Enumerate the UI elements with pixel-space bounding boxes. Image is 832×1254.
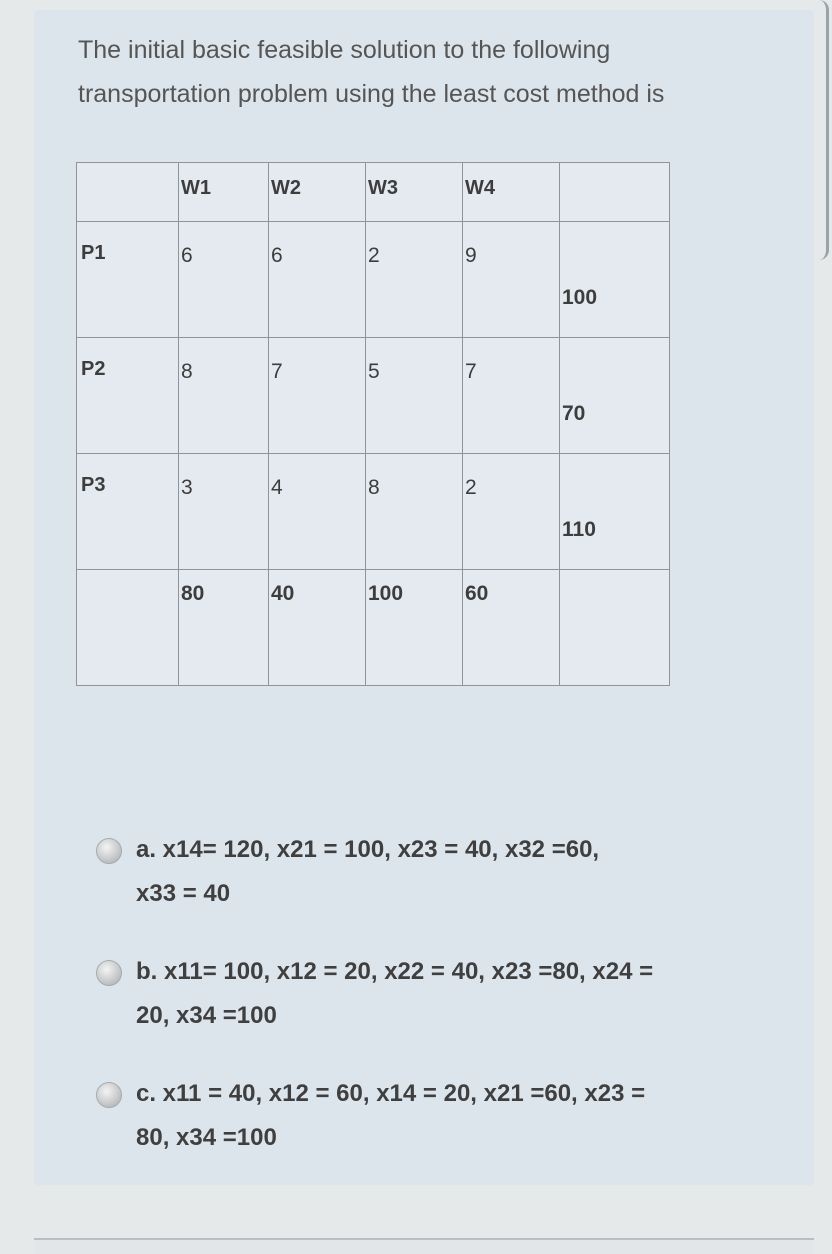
corner-cell bbox=[77, 163, 179, 222]
next-card-edge bbox=[34, 1238, 814, 1254]
table-row bbox=[77, 222, 670, 338]
cost-cell: 8 bbox=[368, 476, 380, 499]
answer-options bbox=[96, 828, 776, 1194]
cost-cell: 3 bbox=[181, 476, 193, 499]
demand-cell: 100 bbox=[368, 582, 404, 605]
cost-cell: 5 bbox=[368, 360, 380, 383]
transportation-table bbox=[76, 162, 670, 686]
column-label-w2: W2 bbox=[271, 177, 301, 199]
option-a[interactable] bbox=[96, 828, 776, 916]
supply-header-cell bbox=[560, 163, 670, 222]
header-row bbox=[77, 163, 670, 222]
scroll-edge bbox=[816, 0, 829, 260]
option-c-line1: c. x11 = 40, x12 = 60, x14 = 20, x21 =60, x23 = bbox=[136, 1080, 646, 1107]
table-row bbox=[77, 338, 670, 454]
row-label-p2: P2 bbox=[81, 358, 106, 380]
option-b[interactable] bbox=[96, 950, 776, 1038]
column-label-w1: W1 bbox=[181, 177, 211, 199]
demand-cell: 40 bbox=[271, 582, 295, 605]
supply-cell: 70 bbox=[562, 402, 586, 425]
demand-row bbox=[77, 570, 670, 686]
cost-cell: 2 bbox=[465, 476, 477, 499]
option-b-line1: b. x11= 100, x12 = 20, x22 = 40, x23 =80, x24 = bbox=[136, 958, 654, 985]
question-text: The initial basic feasible solution to the following transportation problem using the least cost method is bbox=[78, 36, 665, 108]
row-label-p3: P3 bbox=[81, 474, 106, 496]
cost-cell: 6 bbox=[181, 244, 193, 267]
supply-cell: 110 bbox=[562, 518, 596, 541]
option-c-line2: 80, x34 =100 bbox=[136, 1124, 277, 1151]
demand-cell: 60 bbox=[465, 582, 489, 605]
cost-cell: 2 bbox=[368, 244, 380, 267]
column-label-w3: W3 bbox=[368, 177, 398, 199]
radio-button-icon[interactable] bbox=[96, 1082, 122, 1108]
cost-cell: 7 bbox=[271, 360, 283, 383]
option-b-line2: 20, x34 =100 bbox=[136, 1002, 277, 1029]
cost-cell: 9 bbox=[465, 244, 477, 267]
supply-cell: 100 bbox=[562, 286, 598, 309]
option-a-line2: x33 = 40 bbox=[136, 880, 231, 907]
option-c[interactable] bbox=[96, 1072, 776, 1160]
radio-button-icon[interactable] bbox=[96, 960, 122, 986]
cost-cell: 7 bbox=[465, 360, 477, 383]
option-a-line1: a. x14= 120, x21 = 100, x23 = 40, x32 =60, bbox=[136, 836, 600, 863]
demand-cell: 80 bbox=[181, 582, 205, 605]
table-row bbox=[77, 454, 670, 570]
column-label-w4: W4 bbox=[465, 177, 495, 199]
row-label-p1: P1 bbox=[81, 242, 106, 264]
cost-cell: 6 bbox=[271, 244, 283, 267]
radio-button-icon[interactable] bbox=[96, 838, 122, 864]
cost-cell: 8 bbox=[181, 360, 193, 383]
cost-cell: 4 bbox=[271, 476, 283, 499]
